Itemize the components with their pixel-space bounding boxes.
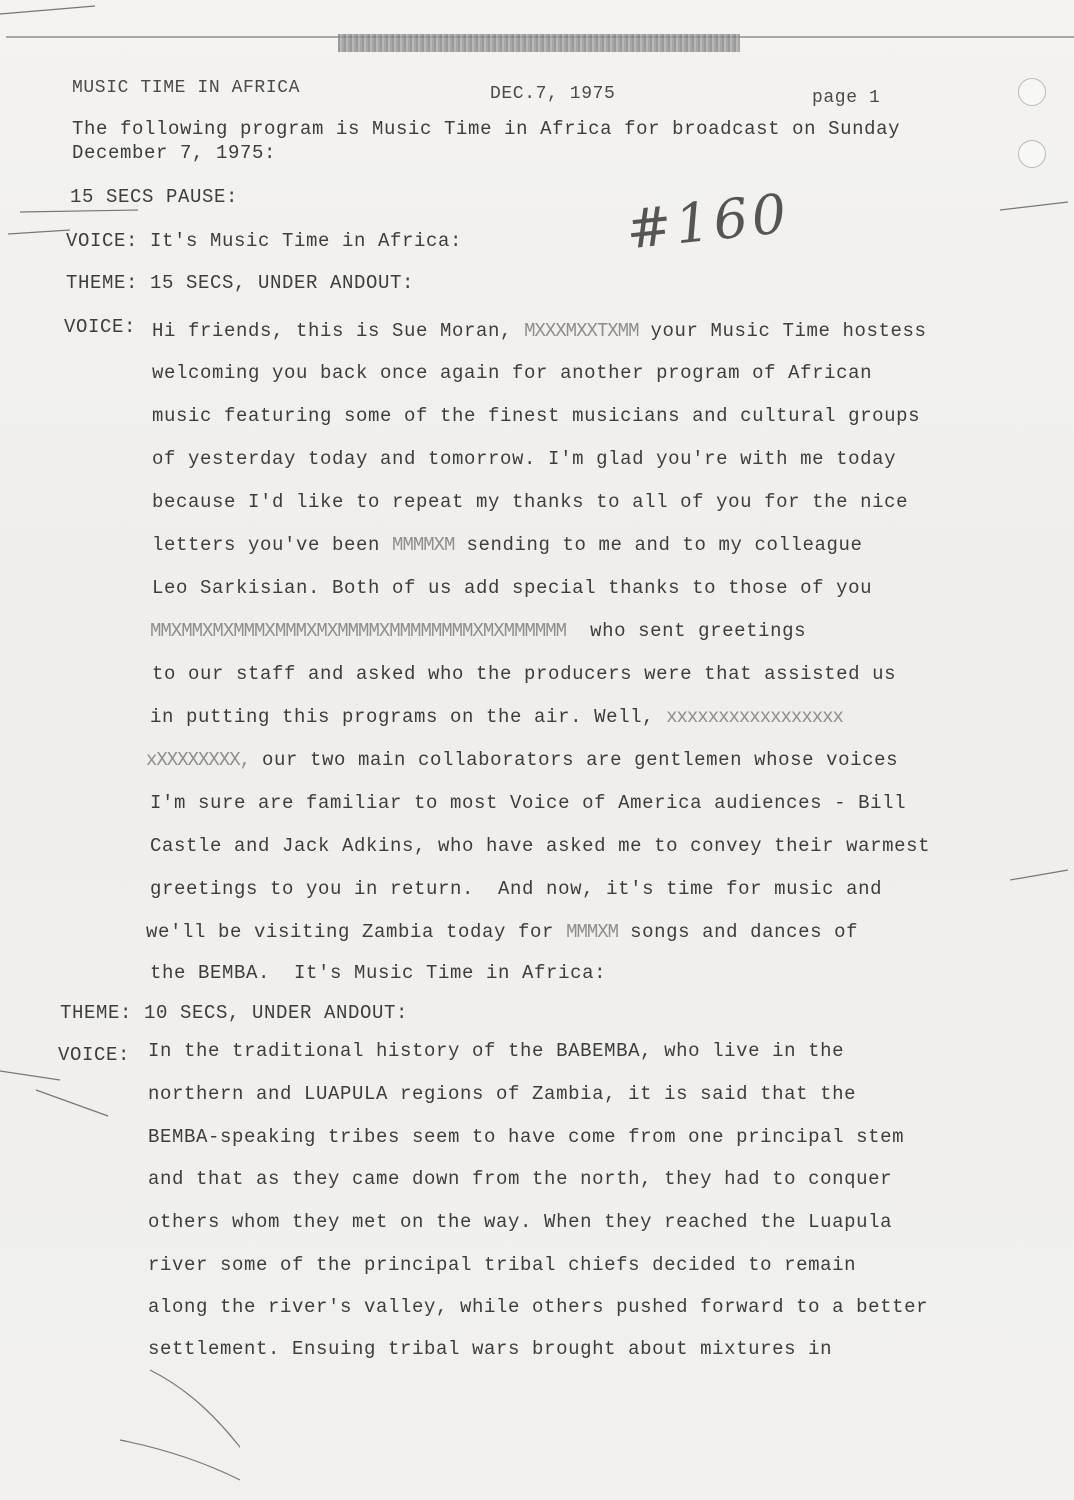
typed-text: who sent greetings xyxy=(566,620,807,642)
voice-2-line xyxy=(146,749,898,771)
voice-2-line xyxy=(152,577,872,599)
typed-text: of yesterday today and tomorrow. I'm glad you're with me today xyxy=(152,448,897,470)
typed-text: songs and dances of xyxy=(618,921,859,943)
voice-2-line xyxy=(152,448,896,470)
cue-pause: 15 SECS PAUSE: xyxy=(70,186,239,208)
typed-text: we'll be visiting Zambia today for xyxy=(146,921,567,943)
cue-voice-1: VOICE: It's Music Time in Africa: xyxy=(66,230,463,252)
voice-2-line xyxy=(150,620,806,642)
voice-3-label: VOICE: xyxy=(58,1044,131,1066)
punch-hole xyxy=(1018,78,1046,106)
voice-2-line xyxy=(152,405,920,427)
voice-2-line xyxy=(152,362,872,384)
voice-2-line xyxy=(150,835,930,857)
voice-2-line xyxy=(150,962,606,984)
voice-2-line xyxy=(152,534,863,556)
voice-2-line xyxy=(150,792,906,814)
voice-2-line xyxy=(152,663,896,685)
intro-line-1: The following program is Music Time in Africa for broadcast on Sunday xyxy=(72,118,901,140)
struck-out-text: xxxxxxxxxxxxxxxxx xyxy=(666,706,843,728)
voice-3-line: river some of the principal tribal chiefs decided to remain xyxy=(148,1254,857,1276)
intro-line-2: December 7, 1975: xyxy=(72,142,277,164)
pencil-mark-top-left xyxy=(0,0,140,30)
voice-3-line: settlement. Ensuing tribal wars brought about mixtures in xyxy=(148,1338,833,1360)
punch-hole xyxy=(1018,140,1046,168)
voice-3-line: In the traditional history of the BABEMBA, who live in the xyxy=(148,1040,845,1062)
voice-3-line: BEMBA-speaking tribes seem to have come from one principal stem xyxy=(148,1126,905,1148)
voice-2-line xyxy=(152,491,908,513)
typed-text: welcoming you back once again for another program of African xyxy=(152,362,873,384)
voice-3-line: along the river's valley, while others pushed forward to a better xyxy=(148,1296,929,1318)
struck-out-text: xXXXXXXXX, xyxy=(146,749,251,771)
typed-text: your Music Time hostess xyxy=(638,320,927,342)
cue-theme-1: THEME: 15 SECS, UNDER ANDOUT: xyxy=(66,272,415,294)
typed-text: greetings to you in return. And now, it's time for music and xyxy=(150,878,883,900)
struck-out-text: MXXXMXXTXMM xyxy=(524,320,639,342)
voice-2-line xyxy=(150,878,882,900)
voice-3-line: others whom they met on the way. When they reached the Luapula xyxy=(148,1211,893,1233)
handwritten-number: #160 xyxy=(623,181,794,262)
typed-text: sending to me and to my colleague xyxy=(454,534,863,556)
voice-3-line: northern and LUAPULA regions of Zambia, it is said that the xyxy=(148,1083,857,1105)
typed-text: the BEMBA. It's Music Time in Africa: xyxy=(150,962,607,984)
pencil-mark-right xyxy=(980,180,1070,1180)
typed-text: in putting this programs on the air. Well, xyxy=(150,706,667,728)
broadcast-date: DEC.7, 1975 xyxy=(490,84,616,104)
struck-out-text: MMMXM xyxy=(566,921,619,943)
struck-out-text: MMMMXM xyxy=(392,534,455,556)
typed-text: letters you've been xyxy=(152,534,393,556)
voice-2-line xyxy=(152,320,927,342)
typed-text: because I'd like to repeat my thanks to all of you for the nice xyxy=(152,491,909,513)
voice-3-line: and that as they came down from the north, they had to conquer xyxy=(148,1168,893,1190)
typed-text: music featuring some of the finest musicians and cultural groups xyxy=(152,405,921,427)
tape-strip xyxy=(338,34,740,52)
typed-text: Leo Sarkisian. Both of us add special thanks to those of you xyxy=(152,577,873,599)
struck-out-text: MMXMMXMXMMMXMMMXMXMMMMXMMMMMMMMXMXMMMMMM xyxy=(150,620,567,642)
typed-text: I'm sure are familiar to most Voice of America audiences - Bill xyxy=(150,792,907,814)
voice-2-line xyxy=(150,706,843,728)
page-number: page 1 xyxy=(812,88,881,108)
voice-2-line xyxy=(146,921,858,943)
typed-text: our two main collaborators are gentlemen whose voices xyxy=(250,749,899,771)
program-title: MUSIC TIME IN AFRICA xyxy=(72,78,301,98)
typed-text: Hi friends, this is Sue Moran, xyxy=(152,320,525,342)
cue-theme-2: THEME: 10 SECS, UNDER ANDOUT: xyxy=(60,1002,409,1024)
voice-2-label: VOICE: xyxy=(64,316,137,338)
typed-text: to our staff and asked who the producers were that assisted us xyxy=(152,663,897,685)
typed-text: Castle and Jack Adkins, who have asked me to convey their warmest xyxy=(150,835,931,857)
